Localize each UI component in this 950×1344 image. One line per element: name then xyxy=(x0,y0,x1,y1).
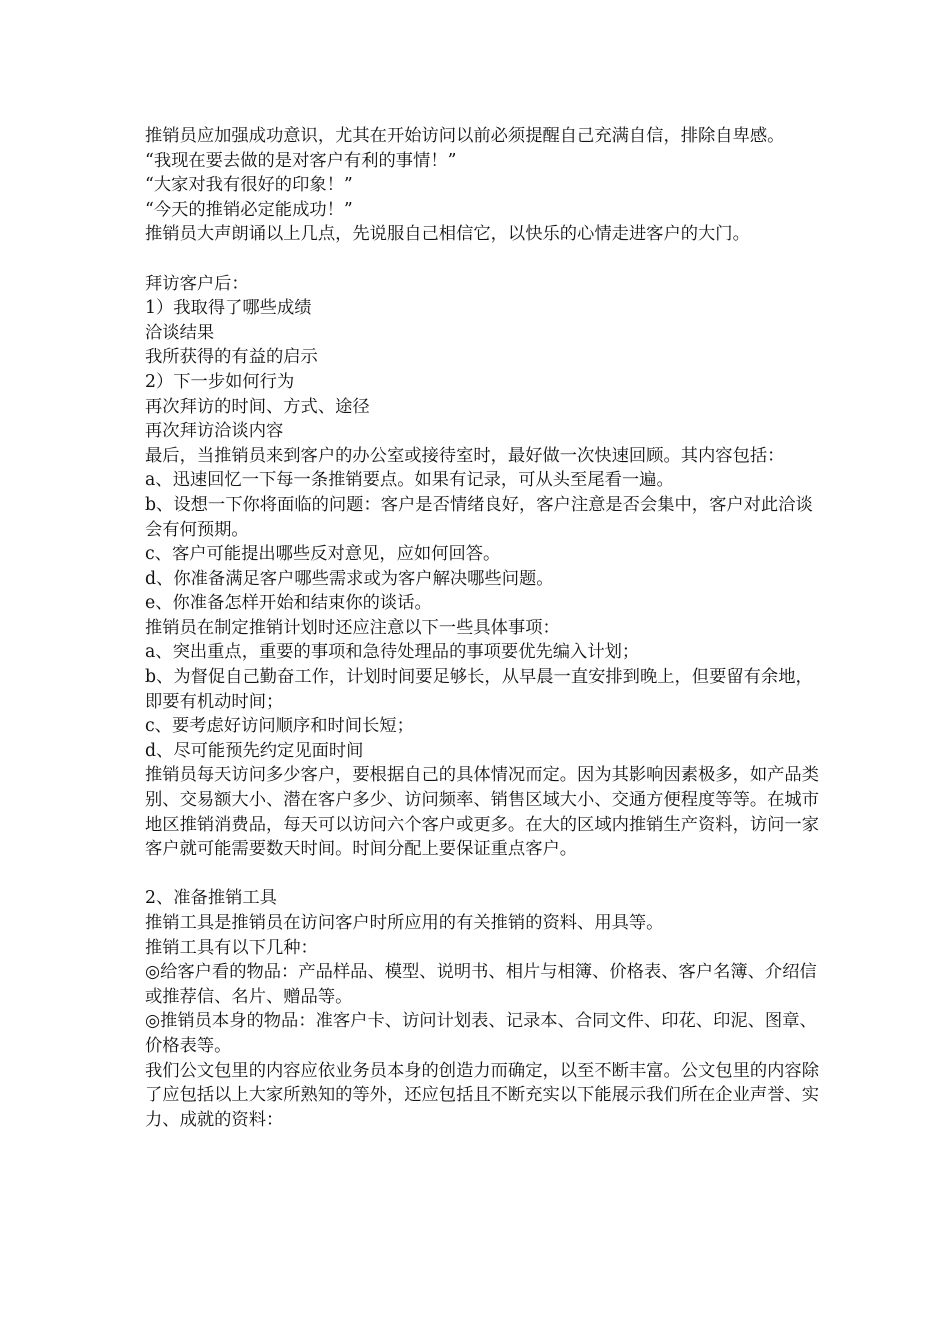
paragraph-daily-visits: 推销员每天访问多少客户，要根据自己的具体情况而定。因为其影响因素极多，如产品类别、交易额大小、潜在客户多少、访问频率、销售区域大小、交通方便程度等等。在城市地区推销消费品，每天可以访问六个客户或更多。在大的区域内推销生产资料，访问一家客户就可能需要数天时间。时间分配上要保证重点客户。 xyxy=(145,765,819,860)
heading-after-visit: 拜访客户后： xyxy=(145,273,249,294)
list-item-review-b: b、设想一下你将面临的问题：客户是否情绪良好，客户注意是否会集中，客户对此洽谈会有何预期。 xyxy=(145,494,813,540)
list-item-plan-d: d、尽可能预先约定见面时间 xyxy=(145,740,364,761)
blank-line xyxy=(145,862,825,887)
list-item-salesperson-items: ◎推销员本身的物品：准客户卡、访问计划表、记录本、合同文件、印花、印泥、图章、价格表等。 xyxy=(145,1011,817,1056)
document-body xyxy=(145,124,825,1132)
list-item-review-c: c、客户可能提出哪些反对意见，应如何回答。 xyxy=(145,544,501,565)
list-item-review-e: e、你准备怎样开始和结束你的谈话。 xyxy=(145,593,432,614)
list-item-plan-a: a、突出重点，重要的事项和急待处理品的事项要优先编入计划； xyxy=(145,642,640,663)
section-heading-sales-tools: 2、准备推销工具 xyxy=(145,888,277,909)
list-item-plan-b: b、为督促自己勤奋工作，计划时间要足够长，从早晨一直安排到晚上，但要留有余地，即要有机动时间； xyxy=(145,667,813,712)
quote-line-2: “大家对我有很好的印象！” xyxy=(145,175,353,196)
list-item-revisit-time: 再次拜访的时间、方式、途径 xyxy=(145,396,370,417)
paragraph-tools-definition: 推销工具是推销员在访问客户时所应用的有关推销的资料、用具等。 xyxy=(145,913,664,933)
paragraph-read-aloud: 推销员大声朗诵以上几点，先说服自己相信它，以快乐的心情走进客户的大门。 xyxy=(145,224,750,245)
list-item-review-a: a、迅速回忆一下每一条推销要点。如果有记录，可从头至尾看一遍。 xyxy=(145,470,674,491)
quote-line-1: “我现在要去做的是对客户有利的事情！” xyxy=(145,150,457,171)
paragraph-tools-types: 推销工具有以下几种： xyxy=(145,937,318,958)
list-item-negotiation-result: 洽谈结果 xyxy=(145,322,215,343)
list-item-insights: 我所获得的有益的启示 xyxy=(145,347,318,368)
list-item-plan-c: c、要考虑好访问顺序和时间长短； xyxy=(145,716,414,737)
paragraph-self-confidence: 推销员应加强成功意识，尤其在开始访问以前必须提醒自己充满自信，排除自卑感。 xyxy=(145,126,785,146)
paragraph-briefcase: 我们公文包里的内容应依业务员本身的创造力而确定，以至不断丰富。公文包里的内容除了应包括以上大家所熟知的等外，还应包括且不断充实以下能展示我们所在企业声誉、实力、成就的资料： xyxy=(145,1060,819,1130)
list-item-customer-items: ◎给客户看的物品：产品样品、模型、说明书、相片与相簿、价格表、客户名簿、介绍信或推荐信、名片、赠品等。 xyxy=(145,962,817,1007)
paragraph-plan-notes: 推销员在制定推销计划时还应注意以下一些具体事项： xyxy=(145,617,560,638)
paragraph-quick-review: 最后，当推销员来到客户的办公室或接待室时，最好做一次快速回顾。其内容包括： xyxy=(145,445,785,466)
list-item-achievements: 1）我取得了哪些成绩 xyxy=(145,298,312,319)
list-item-revisit-content: 再次拜访洽谈内容 xyxy=(145,421,284,442)
blank-line xyxy=(145,247,825,272)
list-item-next-step: 2）下一步如何行为 xyxy=(145,371,295,392)
quote-line-3: “今天的推销必定能成功！” xyxy=(145,199,353,220)
list-item-review-d: d、你准备满足客户哪些需求或为客户解决哪些问题。 xyxy=(145,568,554,589)
